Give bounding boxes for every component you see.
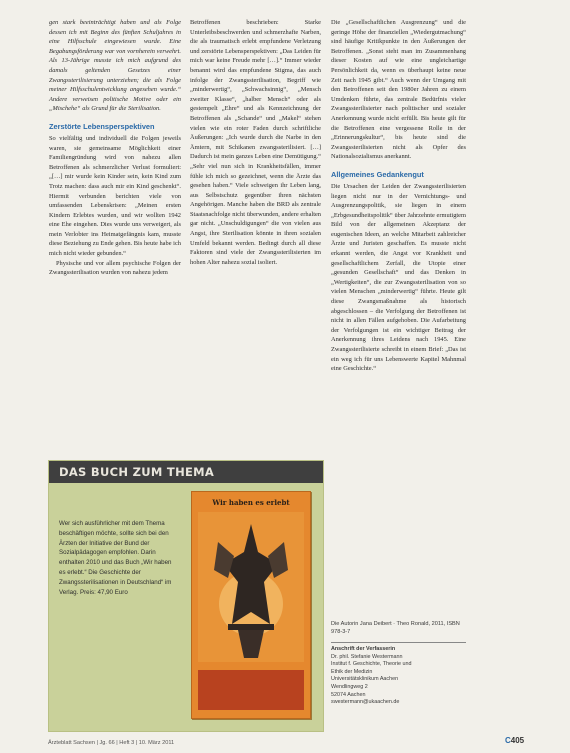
column-3	[331, 18, 466, 374]
book-cover-image	[191, 491, 311, 719]
journal-c-icon: C	[505, 736, 511, 745]
column-3-paragraph-2: Die Ursachen der Leiden der Zwangssterilisierten liegen nicht nur in der Vernichtungs- und Ausgrenzungspolitik, sie liegen in einem „Erbgesundheitspolitik“ über Jahrzehnte ermutigtem Bild von der allgemeinen Akzeptanz der eugenischen Ideen, an welche Mitarbeit zahlreicher Ärzte und Juristen geschaffen. Es musste nicht erkannt werden, die Angst vor Krankheit und gesellschaftlichem Zerfall, die Utopie einer „gesunden Gesellschaft“ und das Denken in „Wertigkeiten“, die zur Zwangssterilisation von so vielen Menschen „minderwertig“ führte. Heute gilt diese Zwangsmaßnahme als historisch abgeschlossen – die Verfolgung der Betroffenen ist nicht in allen Fällen aufgehoben. Die Aufarbeitung der Verfolgungen ist ein wichtiger Beitrag der Anerkennung ihres Leidens nach 1945. Eine Zwangssterilisierte schreibt in einem Brief: „Das ist ein weg ich für uns Lebenswerte Kapitel Mahnmal eine Geschichte.“	[331, 182, 466, 373]
subhead-allgemeines-gedankengut: Allgemeines Gedankengut	[331, 169, 424, 179]
author-address-line: Wendlingweg 2	[331, 683, 368, 690]
column-1-paragraph-2: Physische und vor allem psychische Folgen der Zwangssterilisation wurden von nahezu jedem	[49, 259, 181, 277]
footer-issue-info: Ärzteblatt Sachsen | Jg. 66 | Heft 3 | 10. März 2011	[48, 740, 175, 746]
book-cover-title: Wir haben es erlebt	[212, 498, 290, 507]
book-cover-illustration	[198, 512, 304, 662]
page-number: 405	[510, 736, 525, 745]
author-address-line: Universitätsklinikum Aachen	[331, 676, 399, 683]
column-1	[49, 18, 181, 278]
book-cover-footer-band	[198, 670, 304, 710]
column-2-paragraph-1: Betroffenen beschrieben: Starke Unterleibsbeschwerden und schmerzhafte Narben, die als traumatisch erlebt empfundene Verletzung und zerstörte Lebensperspektiven: „Das Leiden für mich war keine Freude mehr […].“ Immer wieder benannt wird das empfundene Stigma, das auch infolge der Zwangssterilisation, Begriff wie „minderwertig“, „Schwachsinnig“, „Mensch zweiter Klasse“, „halber Mensch“ oder als gestempelt „Ehre“ und als Kennzeichnung der Betroffenen als „Schande“ und „Makel“ stehen vielen wie ein roter Faden durch schriftliche Äußerungen: „Ich wurde durch die Narbe in den Ämtern, mit Schikanen zwangssterilisiert. […] Dadurch ist mein ganzes Leben eine Demütigung.“ „Sehr viel nun sich in Krankheitsfällen, immer fühle ich mich so gezeichnet, wenn die Ärzte das gesehen haben.“ Viele schweigen ihr Leben lang, aus Selbstschutz gegenüber ihren nächsten Angehörigen. Manche haben die BRD als zentrale Staatsnachfolge nicht überwunden, andere erhalten gar nicht. „Unschuldigungen“ die von vielen aus Angst, ihre Sterilisation könnte in ihren sozialen Umfeld bekannt werden. Bedingt durch all diese Faktoren sind viele der Zwangssterilisierten im hohen Alter nahezu sozial isoliert.	[190, 19, 321, 266]
author-address-line: 52074 Aachen	[331, 691, 366, 698]
column-1-intro: gen stark beeinträchtigt haben und als Folge dessen ich mit Beginn des fünften Schuljahres in eine Hilfsschule eingewiesen wurde. Eine Begabungsförderung war von vornherein verwehrt. Als 13-Jährige musste ich mich aufgrund des damals geltenden Gesetzes einer Zwangssterilisierung unterziehen; die als Folge meiner Hilfsschulentwicklung angesehen wurde.“ Andere verweisen politische Motive oder ein „Mischehe“ als Grund für die Sterilisation.	[49, 19, 181, 113]
author-address-line: swestermann@ukaachen.de	[331, 699, 400, 706]
book-box-text: Wer sich ausführlicher mit dem Thema beschäftigen möchte, sollte sich bei den Ärzten der Initiative der Bund der Sozialpädagogen empfohlen. Darin enthalten 2010 und das Buch „Wir haben es erlebt.“ Die Geschichte der Zwangssterilisationen in Deutschland“ im Verlag. Preis: 47,90 Euro	[59, 520, 172, 596]
column-1-paragraph-1: So vielfältig und individuell die Folgen jeweils waren, sie gemeinsame Möglichkeit einer Familiengründung wird von nahezu allen Betroffenen als schmerzlicher Verlust formuliert: „[…] mir wurde kein Kinder sein, kein Kind zum Trotz machen: dass auch mir ein Kind geschenkt“. Hiermit verbunden berichten viele von umfassenden Lebenskrisen: „Meinen ersten Kindern Erlebtes wurden, und wir wollten 1942 eine Ehe eingehen. Dies wurde uns verweigert, als mein Verlobter ins Heimatgefängnis kam, musste diese Beziehung zu Ende gehen. Bis heute habe ich mich nicht wieder gebunden.“	[49, 134, 181, 258]
book-box-title: DAS BUCH ZUM THEMA	[49, 461, 323, 483]
column-2	[190, 18, 321, 267]
author-address-heading: Anschrift der Verfasserin	[331, 646, 396, 652]
book-box	[48, 460, 324, 732]
author-credit: Die Autorin Jana Deibert · Theo Ronald, 2011, ISBN 978-3-7	[331, 621, 460, 636]
author-address-line: Institut f. Geschichte, Theorie und	[331, 661, 412, 668]
author-address	[331, 642, 466, 707]
author-address-line: Ethik der Medizin	[331, 668, 373, 675]
footer-page-number	[505, 736, 524, 745]
subhead-zerstoerte-lebensperspektiven: Zerstörte Lebensperspektiven	[49, 121, 155, 131]
column-3-paragraph-1: Die „Gesellschaftlichen Ausgrenzung“ und die geringe Höhe der finanziellen „Wiedergutmachung“ sind häufige Kritikpunkte in den Äußerungen der Betroffenen. „Sonst steht man im Zusammenhang dieser Kosten auf wie eine ungleichartige Persönlichkeit da, wenn es überhaupt keine neue Zeit nach 1945 gibt.“ Auch wenn der Umgang mit den Betroffenen seit den 1980er Jahren zu einem Umdenken führte, das zentrale Bedürfnis vieler Zwangssterilisierter nach politischer und sozialer Anerkennung wurde nicht erfüllt. Bis heute gilt für die Betroffenen eine vergessene Rolle in der „Erinnerungskultur“, bis heute sind die Zwangssterilisierten nicht als Opfer des Nationalsozialismus anerkannt.	[331, 19, 466, 161]
author-address-line: Dr. phil. Stefanie Westermann	[331, 653, 403, 660]
